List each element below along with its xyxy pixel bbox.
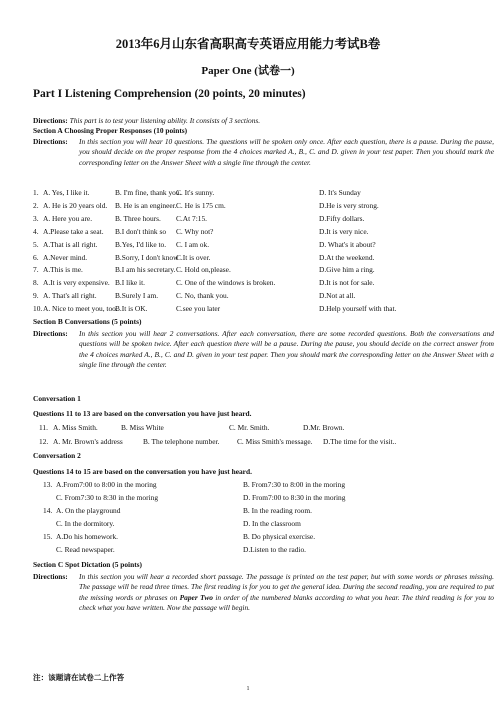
- option-a: A. That's all right.: [43, 291, 97, 301]
- option-b: B.It is OK.: [115, 304, 148, 314]
- option-c: C. One of the windows is broken.: [176, 278, 276, 288]
- part-heading: Part I Listening Comprehension (20 points, 20 minutes): [33, 88, 306, 100]
- option-d: D.Help yourself with that.: [319, 304, 397, 314]
- paper-two-emphasis: Paper Two: [179, 592, 213, 602]
- option-b: B. Three hours.: [115, 213, 161, 223]
- option-c: C. Why not?: [176, 226, 214, 236]
- option-d: D.Fifty dollars.: [319, 213, 365, 223]
- answer-note: 注：该题请在试卷二上作答: [33, 673, 125, 682]
- option-d: D.Give him a ring.: [319, 265, 375, 275]
- section-c-directions-text: In this section you will hear a recorded short passage. The passage is printed on the test paper, but with some words or phrases missing. The passage will be read three times. The first reading is for you to get the general idea. During the second reading, you are required to put the missing words or phrases on Paper Two in order of the numbered blanks according to what you hear. The third reading is for you to check what you have written. Now the passage will begin.: [79, 572, 494, 613]
- option-b: B.Sorry, I don't know: [115, 252, 179, 262]
- option-b: B.I like it.: [115, 278, 145, 288]
- option-n: 6.: [33, 252, 39, 262]
- paper-subtitle: Paper One (试卷一): [201, 65, 295, 77]
- option-d: D.He is very strong.: [319, 200, 379, 210]
- main-directions: [33, 116, 260, 126]
- section-b-title: Section B Conversations (5 points): [33, 317, 142, 326]
- option-c: C. Hold on,please.: [176, 265, 231, 275]
- option-n: 8.: [33, 278, 39, 288]
- page-number: 1: [246, 686, 250, 692]
- option-c: C. No, thank you.: [176, 291, 229, 301]
- option-b: B.I am his secretary.: [115, 265, 176, 275]
- option-n: 7.: [33, 265, 39, 275]
- option-n: 1.: [33, 188, 39, 197]
- option-n: 3.: [33, 213, 39, 223]
- exam-title: 2013年6月山东省高职高专英语应用能力考试B卷: [115, 37, 381, 51]
- option-d: D.At the weekend.: [319, 252, 375, 262]
- option-a: A.It is very expensive.: [43, 278, 110, 288]
- section-a-directions-text: In this section you will hear 10 questions. The questions will be spoken only once. After each question, there is a pause. During the pause, you should decide on the proper response from the 4 choices marked A., B., C. and D. given in your test paper. Then you should mark the corresponding letter on the Answer Sheet with a single line through the center.: [79, 137, 494, 167]
- option-d: D. It's Sunday: [319, 188, 361, 197]
- option-a: A. Here you are.: [43, 213, 93, 223]
- conversation-1-label: Conversation 1: [33, 394, 81, 403]
- section-c-title: Section C Spot Dictation (5 points): [33, 560, 143, 569]
- section-a-directions: [33, 137, 494, 168]
- option-d: D.Not at all.: [319, 291, 356, 301]
- directions-label: Directions:: [33, 137, 68, 146]
- option-a: A.Never mind.: [43, 252, 88, 262]
- option-d: D.It is very nice.: [319, 226, 369, 236]
- option-a: A. Yes, I like it.: [43, 188, 90, 197]
- option-c: C.see you later: [176, 304, 221, 314]
- option-n: 9.: [33, 291, 39, 301]
- option-n: 2.: [33, 200, 39, 210]
- option-b: B. He is an engineer.: [115, 200, 177, 210]
- conversation-2-question-range: Questions 14 to 15 are based on the conversation you have just heard.: [33, 467, 252, 476]
- exam-page: 2013年6月山东省高职高专英语应用能力考试B卷 Paper One (试卷一) Part I Listening Comprehension (20 points, 20 minutes) Directions: This part is to test your listening ability. It consists of 3 sections. Section A Choosing Proper Responses (10 points) Directions: In this section you will hear 10 questions. The questions will be spoken only once. After each question, there is a pause. During the pause, you should decide on the proper response from the 4 choices marked A., B., C. and D. given in your test paper. Then you should mark the corresponding letter on the Answer Sheet with a single line through the center. 1. A. Yes, I like it. B. I'm fine, thank you. C. It's sunny. D. It's Sunday 2. A. He is 20 years old. B. He is an engineer. C. He is 175 cm. D.He is very strong. 3. A. Here you are. B. Three hours. C.At 7:15. D.Fifty dollars. 4. A.Please take a seat. B.I don't think so C. Why not? D.It is very nice. 5. A.That is all right. B.Yes, I'd like to. C. I am ok. D. What's it about? 6. A.Never mind. B.Sorry, I don't know C.It is over. D.At the weekend. 7. A.This is me. B.I am his secretary. C. Hold on,please. D.Give him a ring. 8. A.It is very expensive. B.I like it. C. One of the windows is broken. D.It is not for sale. 9. A. That's all right. B.Surely I am. C. No, thank you. D.Not at all. 10. A. Nice to meet you, too. B.It is OK. C.see you later D.Help yourself with that. Section B Conversations (5 points) Directions: In this section you will hear 2 conversations. After each conversation, there are some recorded questions. Both the conversations and questions will be spoken twice. After each question there will be a pause. During the pause, you should decide on the correct answer from the 4 choices marked A., B., C. and D. given in your test paper. Then you should mark the corresponding letter on the Answer Sheet with a single line through the center. Conversation 1 Questions 11 to 13 are based on the conversation you have just heard. 11. A. Miss Smith. B. Miss White C. Mr. Smith. D.Mr. Brown. 12. A. Mr. Brown's address B. The telephone number. C. Miss Smith's message. D.The time for the visit.. Conversation 2 Questions 14 to 15 are based on the conversation you have just heard. 13. A.From7:00 to 8:00 in the moring B. From7:30 to 8:00 in the moring C. From7:30 to 8:30 in the moring D. From7:00 to 8:30 in the moring 14. A. On the playground B. In the reading room. C. In the dormitory. D. In the classroom 15. A.Do his homework. B. Do physical exercise. C. Read newspaper. D.Listen to the radio. Section C Spot Dictation (5 points) Directions: In this section you will hear a recorded short passage. The passage is printed on the test paper, but with some words or phrases missing. The passage will be read three times. The first reading is for you to get the general idea. During the second reading, you are required to put the missing words or phrases on Paper Two in order of the numbered blanks according to what you hear. The third reading is for you to check what you have written. Now the passage will begin. 注：该题请在试卷二上作答 1: [0, 0, 496, 702]
- option-b: B.Yes, I'd like to.: [115, 239, 167, 249]
- directions-text: This part is to test your listening ability. It consists of 3 sections.: [69, 116, 261, 125]
- option-c: C. He is 175 cm.: [176, 200, 226, 210]
- option-b: B.Surely I am.: [115, 291, 159, 301]
- conversation-2-label: Conversation 2: [33, 451, 81, 460]
- option-d: D.It is not for sale.: [319, 278, 375, 288]
- option-a: A. He is 20 years old.: [43, 200, 108, 210]
- option-c: C.At 7:15.: [176, 213, 208, 223]
- conversation-1-question-range: Questions 11 to 13 are based on the conversation you have just heard.: [33, 409, 252, 418]
- option-a: A. Nice to meet you, too.: [43, 304, 118, 314]
- option-c: C. It's sunny.: [176, 188, 215, 197]
- option-n: 5.: [33, 239, 39, 249]
- option-b: B. I'm fine, thank you.: [115, 188, 182, 197]
- option-c: C.It is over.: [176, 252, 211, 262]
- option-b: B.I don't think so: [115, 226, 167, 236]
- directions-label: Directions:: [33, 116, 68, 125]
- section-c-directions: [33, 572, 494, 614]
- option-a: A.That is all right.: [43, 239, 98, 249]
- option-a: A.This is me.: [43, 265, 83, 275]
- directions-label: Directions:: [33, 572, 68, 581]
- option-d: D. What's it about?: [319, 239, 376, 249]
- option-n: 4.: [33, 226, 39, 236]
- option-n: 10.: [33, 304, 43, 314]
- option-c: C. I am ok.: [176, 239, 210, 249]
- section-a-title: Section A Choosing Proper Responses (10 points): [33, 126, 188, 135]
- section-b-directions-text: In this section you will hear 2 conversations. After each conversation, there are some recorded questions. Both the conversations and questions will be spoken twice. After each question there will be a pause. During the pause, you should decide on the correct answer from the 4 choices marked A., B., C. and D. given in your test paper. Then you should mark the corresponding letter on the Answer Sheet with a single line through the center.: [79, 329, 494, 370]
- section-b-directions: [33, 329, 494, 371]
- option-a: A.Please take a seat.: [43, 226, 104, 236]
- directions-label: Directions:: [33, 329, 68, 338]
